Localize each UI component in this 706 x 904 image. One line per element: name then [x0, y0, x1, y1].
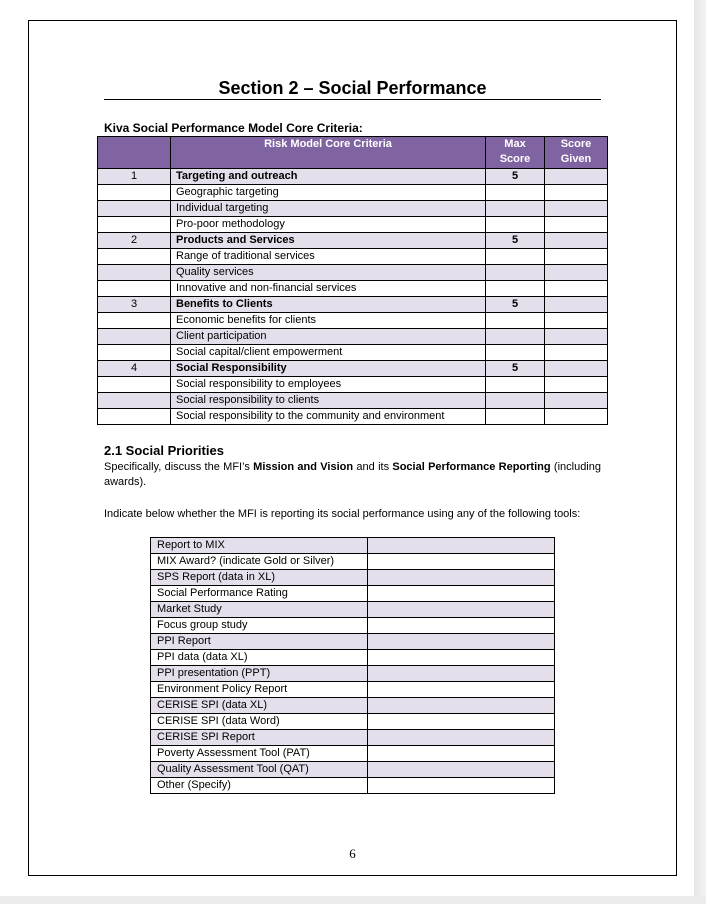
- criteria-row: [98, 377, 608, 393]
- social-priorities-instruction: [104, 460, 601, 490]
- criteria-number-cell: [98, 329, 171, 345]
- tool-value-cell[interactable]: [368, 538, 555, 554]
- max-score-cell: 5: [486, 233, 545, 249]
- tool-value-cell[interactable]: [368, 730, 555, 746]
- tool-row: [151, 746, 555, 762]
- max-score-cell: [486, 313, 545, 329]
- score-given-cell[interactable]: [545, 409, 608, 425]
- tool-row: [151, 666, 555, 682]
- criteria-name-cell: Innovative and non-financial services: [171, 281, 486, 297]
- max-score-cell: [486, 201, 545, 217]
- criteria-row: [98, 281, 608, 297]
- max-score-cell: 5: [486, 361, 545, 377]
- tool-row: [151, 602, 555, 618]
- tool-row: [151, 634, 555, 650]
- criteria-number-cell: [98, 393, 171, 409]
- tool-name-cell: Market Study: [151, 602, 368, 618]
- criteria-name-cell: Benefits to Clients: [171, 297, 486, 313]
- instruction-bold-mission: Mission and Vision: [253, 461, 354, 473]
- criteria-row: [98, 393, 608, 409]
- instruction-bold-reporting: Social Performance Reporting: [392, 461, 551, 473]
- criteria-name-cell: Products and Services: [171, 233, 486, 249]
- score-given-cell[interactable]: [545, 361, 608, 377]
- tool-value-cell[interactable]: [368, 586, 555, 602]
- score-given-cell[interactable]: [545, 217, 608, 233]
- criteria-number-cell: [98, 377, 171, 393]
- max-score-cell: 5: [486, 169, 545, 185]
- tool-row: [151, 778, 555, 794]
- header-number: [98, 137, 171, 169]
- tool-name-cell: PPI data (data XL): [151, 650, 368, 666]
- score-given-cell[interactable]: [545, 393, 608, 409]
- score-given-cell[interactable]: [545, 249, 608, 265]
- title-underline: [104, 99, 601, 100]
- criteria-row: [98, 329, 608, 345]
- criteria-row: [98, 361, 608, 377]
- max-score-cell: 5: [486, 297, 545, 313]
- criteria-number-cell: 1: [98, 169, 171, 185]
- tool-name-cell: Social Performance Rating: [151, 586, 368, 602]
- score-given-cell[interactable]: [545, 313, 608, 329]
- page-number: 6: [349, 846, 356, 861]
- tool-value-cell[interactable]: [368, 634, 555, 650]
- tool-value-cell[interactable]: [368, 618, 555, 634]
- criteria-number-cell: [98, 249, 171, 265]
- criteria-name-cell: Client participation: [171, 329, 486, 345]
- tool-name-cell: SPS Report (data in XL): [151, 570, 368, 586]
- criteria-name-cell: Social responsibility to clients: [171, 393, 486, 409]
- tool-row: [151, 618, 555, 634]
- tool-value-cell[interactable]: [368, 778, 555, 794]
- tool-name-cell: Quality Assessment Tool (QAT): [151, 762, 368, 778]
- tool-row: [151, 650, 555, 666]
- criteria-row: [98, 265, 608, 281]
- max-score-cell: [486, 281, 545, 297]
- score-given-cell[interactable]: [545, 169, 608, 185]
- header-max-score: Max Score: [486, 137, 545, 169]
- criteria-number-cell: [98, 409, 171, 425]
- max-score-cell: [486, 265, 545, 281]
- criteria-row: [98, 233, 608, 249]
- score-given-cell[interactable]: [545, 201, 608, 217]
- criteria-row: [98, 297, 608, 313]
- criteria-row: [98, 201, 608, 217]
- criteria-number-cell: [98, 281, 171, 297]
- criteria-number-cell: [98, 185, 171, 201]
- tool-name-cell: CERISE SPI (data Word): [151, 714, 368, 730]
- criteria-row: [98, 185, 608, 201]
- instruction-text: Specifically, discuss the MFI’s: [104, 461, 254, 473]
- criteria-row: [98, 313, 608, 329]
- criteria-name-cell: Quality services: [171, 265, 486, 281]
- criteria-name-cell: Economic benefits for clients: [171, 313, 486, 329]
- max-score-cell: [486, 377, 545, 393]
- tool-name-cell: CERISE SPI Report: [151, 730, 368, 746]
- tool-value-cell[interactable]: [368, 602, 555, 618]
- criteria-number-cell: [98, 217, 171, 233]
- score-given-cell[interactable]: [545, 297, 608, 313]
- section-2-1-heading: 2.1 Social Priorities: [104, 443, 224, 458]
- criteria-name-cell: Individual targeting: [171, 201, 486, 217]
- criteria-number-cell: [98, 265, 171, 281]
- criteria-row: [98, 249, 608, 265]
- tool-name-cell: PPI Report: [151, 634, 368, 650]
- score-given-cell[interactable]: [545, 377, 608, 393]
- tool-row: [151, 730, 555, 746]
- criteria-number-cell: [98, 345, 171, 361]
- tool-row: [151, 762, 555, 778]
- tool-name-cell: CERISE SPI (data XL): [151, 698, 368, 714]
- criteria-row: [98, 345, 608, 361]
- tool-value-cell[interactable]: [368, 666, 555, 682]
- tool-row: [151, 538, 555, 554]
- criteria-name-cell: Geographic targeting: [171, 185, 486, 201]
- score-given-cell[interactable]: [545, 329, 608, 345]
- criteria-name-cell: Pro-poor methodology: [171, 217, 486, 233]
- tools-instruction: Indicate below whether the MFI is reporting its social performance using any of the following tools:: [104, 508, 581, 520]
- tool-row: [151, 682, 555, 698]
- tool-name-cell: Environment Policy Report: [151, 682, 368, 698]
- tool-row: [151, 554, 555, 570]
- score-given-cell[interactable]: [545, 281, 608, 297]
- tool-name-cell: Other (Specify): [151, 778, 368, 794]
- criteria-number-cell: [98, 201, 171, 217]
- criteria-name-cell: Social Responsibility: [171, 361, 486, 377]
- tool-value-cell[interactable]: [368, 682, 555, 698]
- viewer-bottom-edge: [0, 896, 706, 904]
- max-score-cell: [486, 345, 545, 361]
- header-score-given: Score Given: [545, 137, 608, 169]
- tool-row: [151, 570, 555, 586]
- criteria-row: [98, 409, 608, 425]
- tool-value-cell[interactable]: [368, 650, 555, 666]
- score-given-cell[interactable]: [545, 265, 608, 281]
- tool-value-cell[interactable]: [368, 698, 555, 714]
- instruction-text: (including awards).: [104, 461, 601, 488]
- criteria-number-cell: [98, 313, 171, 329]
- page-title: Section 2 – Social Performance: [218, 78, 487, 98]
- tool-name-cell: Poverty Assessment Tool (PAT): [151, 746, 368, 762]
- tool-name-cell: Report to MIX: [151, 538, 368, 554]
- max-score-cell: [486, 217, 545, 233]
- tool-row: [151, 586, 555, 602]
- max-score-cell: [486, 249, 545, 265]
- criteria-name-cell: Range of traditional services: [171, 249, 486, 265]
- tool-value-cell[interactable]: [368, 746, 555, 762]
- reporting-tools-table: [150, 537, 555, 794]
- max-score-cell: [486, 329, 545, 345]
- max-score-cell: [486, 185, 545, 201]
- score-given-cell[interactable]: [545, 233, 608, 249]
- criteria-row: [98, 169, 608, 185]
- criteria-row: [98, 217, 608, 233]
- tool-value-cell[interactable]: [368, 762, 555, 778]
- max-score-cell: [486, 409, 545, 425]
- score-given-cell[interactable]: [545, 185, 608, 201]
- criteria-table-caption: Kiva Social Performance Model Core Criteria:: [104, 121, 363, 135]
- tool-row: [151, 714, 555, 730]
- criteria-number-cell: 2: [98, 233, 171, 249]
- criteria-name-cell: Social responsibility to employees: [171, 377, 486, 393]
- criteria-table: [97, 136, 608, 425]
- criteria-number-cell: 3: [98, 297, 171, 313]
- header-criteria: Risk Model Core Criteria: [171, 137, 486, 169]
- tool-name-cell: MIX Award? (indicate Gold or Silver): [151, 554, 368, 570]
- score-given-cell[interactable]: [545, 345, 608, 361]
- criteria-name-cell: Social capital/client empowerment: [171, 345, 486, 361]
- tool-value-cell[interactable]: [368, 714, 555, 730]
- tool-value-cell[interactable]: [368, 570, 555, 586]
- criteria-name-cell: Social responsibility to the community and environment: [171, 409, 486, 425]
- tool-value-cell[interactable]: [368, 554, 555, 570]
- tool-row: [151, 698, 555, 714]
- criteria-table-header: [98, 137, 608, 169]
- criteria-number-cell: 4: [98, 361, 171, 377]
- tool-name-cell: Focus group study: [151, 618, 368, 634]
- tool-name-cell: PPI presentation (PPT): [151, 666, 368, 682]
- instruction-text: and its: [353, 461, 393, 473]
- max-score-cell: [486, 393, 545, 409]
- viewer-right-edge: [694, 0, 706, 904]
- criteria-name-cell: Targeting and outreach: [171, 169, 486, 185]
